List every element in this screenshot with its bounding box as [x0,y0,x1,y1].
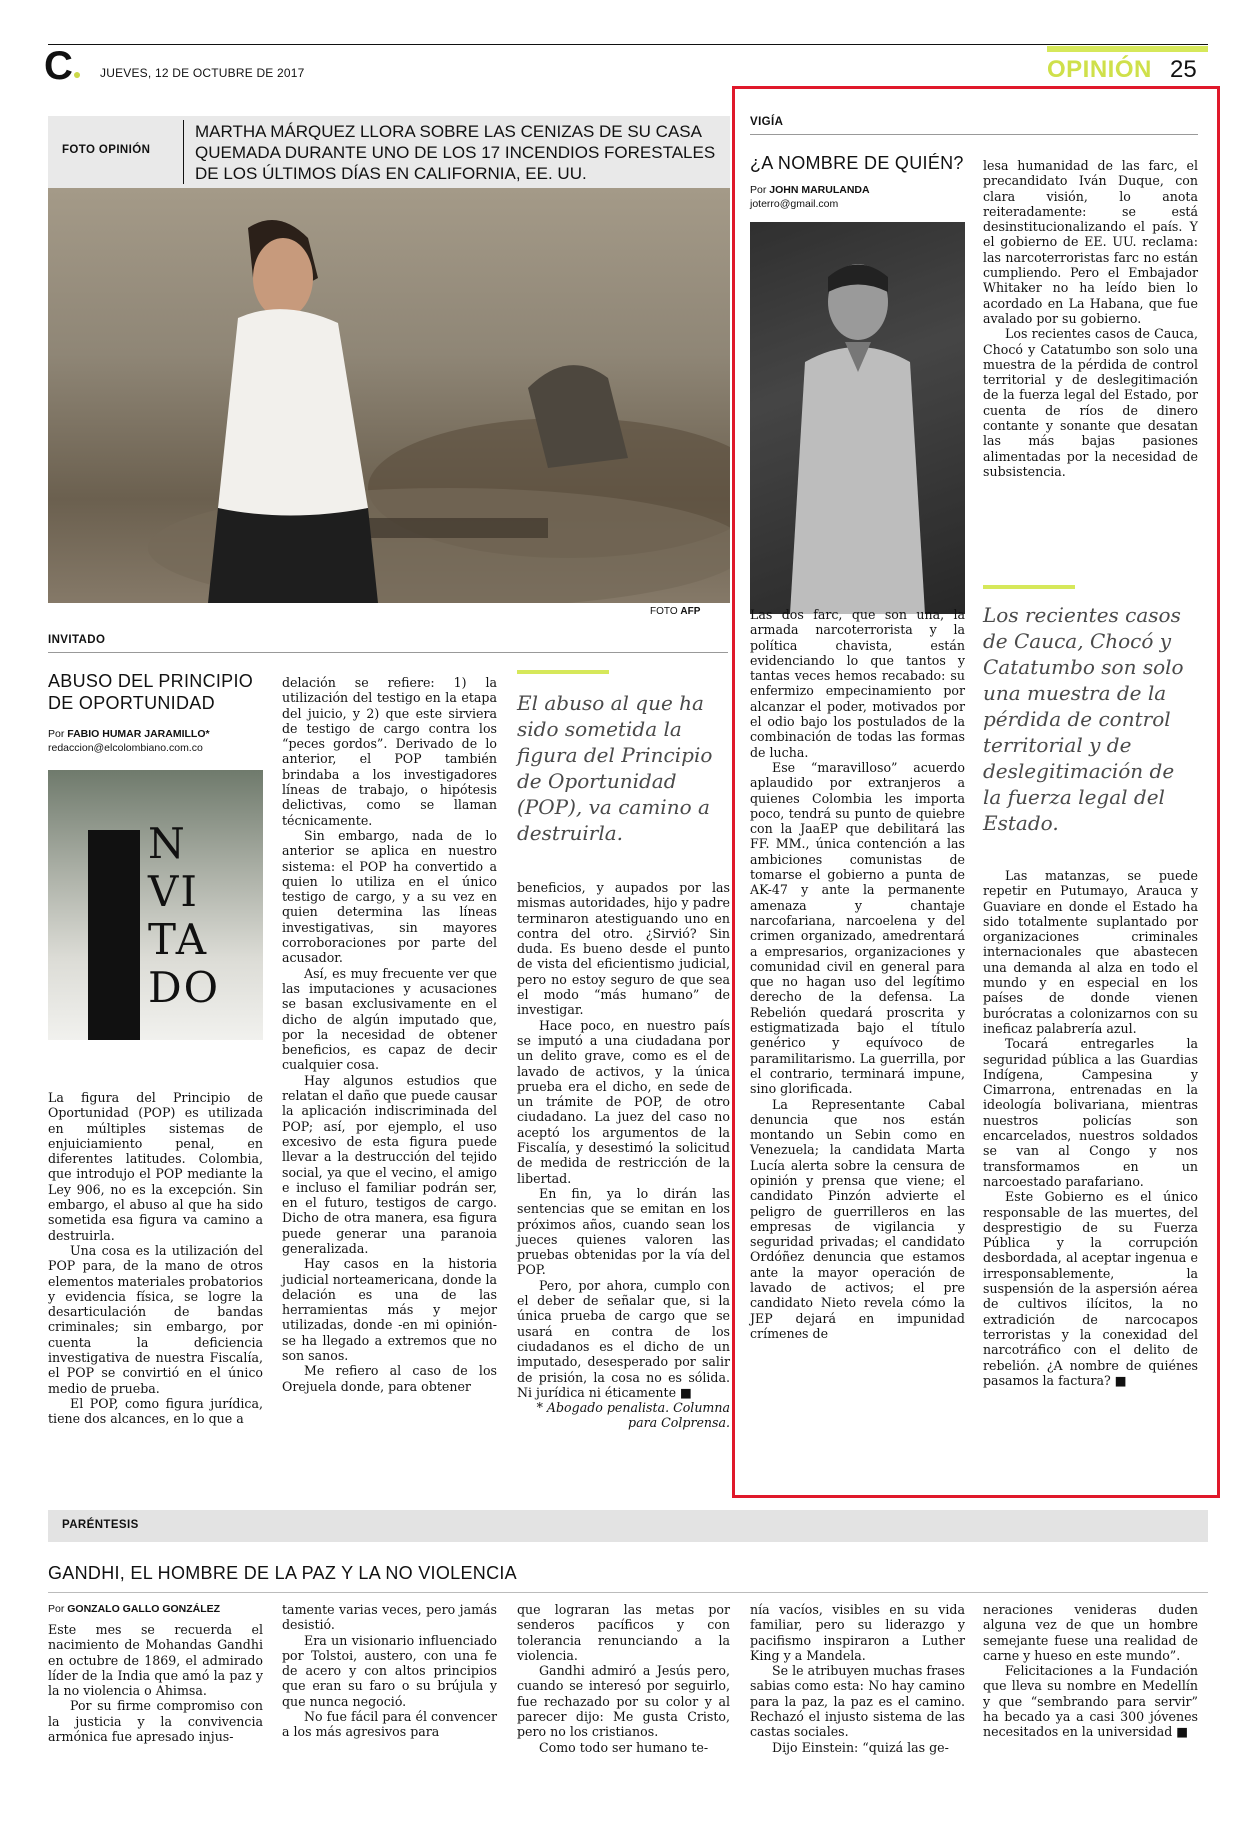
parentesis-col5 [983,1602,1198,1740]
parentesis-rule [48,1592,1208,1593]
paragraph: beneficios, y aupados por las mismas autoridades, hijo y padre terminaron atestiguando uno en contra del otro. ¿Sirvió? Sin duda. Es bueno desde el punto de vista del eficientismo judicial, pero no estoy seguro de que sea el modo “más humano” de investigar. [517,880,730,1018]
invitado-byline: Por FABIO HUMAR JARAMILLO* [48,728,210,740]
paragraph: Me refiero al caso de los Orejuela donde, para obtener [282,1363,497,1394]
vigia-pullquote: Los recientes casos de Cauca, Chocó y Catatumbo son solo una muestra de la pérdida de control territorial y de deslegitimación de la fuerza legal del Estado. [983,603,1184,835]
paragraph: delación se refiere: 1) la utilización del testigo en la etapa del juicio, y 2) que este sirviera de testigo de cargo contra los “peces gordos”. Derivado de lo anterior, el POP también brindaba a los investigadores líneas de trabajo, o hipótesis delictivas, como se llaman técnicamente. [282,675,497,828]
foto-opinion-header [48,116,730,188]
invitado-rule [48,652,728,653]
parentesis-byline: Por GONZALO GALLO GONZÁLEZ [48,1603,221,1615]
parentesis-header [48,1510,1208,1542]
page-number: 25 [1170,56,1197,83]
paragraph: Hace poco, en nuestro país se imputó a una ciudadana por un delito grave, como es el de lavado de activos, y la única prueba era el dicho, en sede de un trámite de POP, de otro ciudadano. La juez del caso no aceptó los argumentos de la Fiscalía, y desestimó la solicitud de medida de restricción de la libertad. [517,1017,730,1186]
paragraph: La Representante Cabal denuncia que nos están montando un Sebin como en Venezuela; la candidata Marta Lucía alerta sobre la censura de opinión y prensa que viene; el candidato Pinzón advierte el peligro de guerrilleros en las empresas de vigilancia y seguridad privadas; el candidato Ordóñez denuncia que estamos ante la mayor operación de lavado de activos; el pre candidato Nieto revela cómo la JEP dejará en impunidad crímenes de [750,1096,965,1341]
paragraph: La figura del Principio de Oportunidad (POP) es utilizada en múltiples sistemas de enjuiciamiento penal, en diferentes latitudes. Colombia, que introdujo el POP mediante la Ley 906, no es la excepción. Sin embargo, el abuso al que ha sido sometida esa figura va camino a destruirla. [48,1090,263,1243]
paragraph: Las dos farc, que son una, la armada narcoterrorista y la política chavista, están evidenciando lo que tantos y tantas veces hemos recabado: su enfermizo empecinamiento por alcanzar el poder, motivados por el odio bajo los postulados de la combinación de todas las formas de lucha. [750,607,965,760]
paragraph: Hay algunos estudios que relatan el daño que puede causar la aplicación indiscriminada del POP; así, por ejemplo, el uso excesivo de esta figura puede llevar a la destrucción del tejido social, ya que el vecino, el amigo e incluso el familiar podrán ser, en el futuro, testigos de cargo. Dicho de otra manera, esa figura puede generar una paranoia generalizada. [282,1072,497,1256]
fire-photo [48,188,730,603]
masthead-date: JUEVES, 12 DE OCTUBRE DE 2017 [100,66,305,80]
author-note: * Abogado penalista. Columna para Colprensa. [536,1400,730,1431]
vigia-title: ¿A NOMBRE DE QUIÉN? [750,153,964,173]
paragraph: Por su firme compromiso con la justicia y la convivencia armónica fue apresado injus- [48,1698,263,1745]
paragraph: nía vacíos, visibles en su vida familiar, pero su liderazgo y pacifismo inspiraron a Luther King y a Mandela. [750,1602,965,1663]
parentesis-title: GANDHI, EL HOMBRE DE LA PAZ Y LA NO VIOLENCIA [48,1563,517,1583]
invitado-col2 [282,675,497,1394]
paragraph: Felicitaciones a la Fundación que lleva su nombre en Medellín y que “sembrando para servir” ha becado ya a casi 300 jóvenes necesitados en la universidad ■ [983,1663,1198,1740]
invitado-col1 [48,1090,263,1427]
vigia-byline: Por JOHN MARULANDA [750,184,870,196]
parentesis-col1 [48,1622,263,1744]
header-rule [48,44,1208,45]
paragraph: Tocará entregarles la seguridad pública a las Guardias Indígena, Campesina y Cimarrona, entrenadas en la ideología bolivariana, mientras nuestros policías son encarcelados, nuestros soldados se van al Congo y nos transformamos en un narcoestado parafariano. [983,1036,1198,1189]
invitado-logo-letters: N VI TA DO [148,819,221,1012]
logo: C● [44,44,82,88]
vigia-section-label: VIGÍA [750,116,784,128]
paragraph: Era un visionario influenciado por Tolstoi, austero, con una fe de acero y con altos principios que eran su faro o su brújula y que nunca negoció. [282,1632,497,1709]
paragraph: En fin, ya lo dirán las sentencias que se emitan en los próximos años, cuando sean los jueces quienes valoren las pruebas obtenidas por la vía del POP. [517,1185,730,1278]
vigia-email[interactable]: joterro@gmail.com [750,198,839,210]
paragraph: Pero, por ahora, cumplo con el deber de señalar que, si la única prueba de cargo que se usará en contra de los ciudadanos es el dicho de un imputado, desesperado por salir de prisión, la cosa no es sólida. Ni jurídica ni éticamente ■ [517,1277,730,1400]
parentesis-col2 [282,1602,497,1740]
paragraph: tamente varias veces, pero jamás desistió. [282,1602,497,1633]
paragraph: Las matanzas, se puede repetir en Putumayo, Arauca y Guaviare en donde el Estado ha sido totalmente suplantado por organizaciones criminales internacionales que abastecen una demanda al alza en todo el mundo y en especial en los países de donde vienen burócratas a colonizarnos con su ineficaz palabrería azul. [983,868,1198,1036]
vigia-colB-bottom [983,868,1198,1388]
vigia-pullquote-bar [983,585,1075,589]
paragraph: El POP, como figura jurídica, tiene dos alcances, en lo que a [48,1395,263,1427]
invitado-col3 [517,880,730,1431]
photo-credit: FOTO AFP [650,606,701,617]
paragraph: Los recientes casos de Cauca, Chocó y Catatumbo son solo una muestra de la pérdida de control territorial y de deslegitimación de la fuerza legal del Estado, por cuenta de ríos de dinero contante y sonante que desatan las más bajas pasiones alimentadas por la necesidad de subsistencia. [983,326,1198,479]
foto-caption: MARTHA MÁRQUEZ LLORA SOBRE LAS CENIZAS DE SU CASA QUEMADA DURANTE UNO DE LOS 17 INCENDIOS FORESTALES DE LOS ÚLTIMOS DÍAS EN CALIFORNIA, EE. UU. [195,122,716,183]
paragraph: Como todo ser humano te- [539,1739,709,1755]
columnist-photo [750,222,965,614]
caption-divider [183,120,184,184]
invitado-email[interactable]: redaccion@elcolombiano.com.co [48,742,203,754]
invitado-pullquote: El abuso al que ha sido sometida la figura del Principio de Oportunidad (POP), va camino a destruirla. [517,691,713,845]
section-tab-bar [1047,46,1208,52]
foto-opinion-label: FOTO OPINIÓN [62,144,151,156]
vigia-colB-top [983,158,1198,479]
section-name: OPINIÓN [1047,56,1152,83]
vigia-rule [750,134,1198,135]
paragraph: Este Gobierno es el único responsable de las muertes, del desprestigio de su Fuerza Pública y la corrupción desbordada, al aceptar ingenua e irresponsablemente, la suspensión de la aspersión aérea de cultivos ilícitos, la no extradición de narcocapos terroristas y la conexidad del narcotráfico con el delito de rebelión. ¿A nombre de quiénes pasamos la factura? ■ [983,1189,1198,1388]
parentesis-col4 [750,1602,965,1755]
paragraph: Este mes se recuerda el nacimiento de Mohandas Gandhi en octubre de 1869, el admirado líder de la India que amó la paz y la no violencia o Ahimsa. [48,1622,263,1699]
vigia-colA [750,607,965,1341]
paragraph: Sin embargo, nada de lo anterior se aplica en nuestro sistema: el POP ha convertido a quien lo utiliza en el único testigo de cargo, y a su vez en quien determina las líneas investigativas, sin mayores corroboraciones por parte del acusador. [282,827,497,966]
paragraph: Hay casos en la historia judicial norteamericana, donde la delación es una de las herramientas más y mejor utilizadas, donde -en mi opinión- se ha llegado a extremos que no son sanos. [282,1256,497,1364]
parentesis-col3 [517,1602,730,1755]
invitado-logo [48,770,263,1040]
paragraph: Una cosa es la utilización del POP para, de la mano de otros elementos materiales probatorios y evidencia física, se logre la desarticulación de bandas criminales; sin embargo, por cuenta la deficiencia investigativa de nuestra Fiscalía, el POP se convirtió en el único medio de prueba. [48,1242,263,1396]
paragraph: Se le atribuyen muchas frases sabias como esta: No hay camino para la paz, la paz es el camino. Rechazó el injusto sistema de las castas sociales. [750,1663,965,1740]
paragraph: Ese “maravilloso” acuerdo aplaudido por extranjeros a quienes Colombia les importa poco, tendrá su punto de quiebre con la JaaEP que debilitará las FF. MM., única contención a las ambiciones comunistas de tomarse el gobierno a punta de AK-47 y ante la permanente amenaza y chantaje narcofariana, narcoelena y del crimen organizado, amedrentará a empresarios, organizaciones y comunidad civil en general para que no hagan uso del legítimo derecho de la defensa. La Rebelión quedará proscrita y estigmatizada bajo el título genérico y equívoco de paramilitarismo. La guerrilla, por el contrario, terminará impune, sino glorificada. [750,759,965,1097]
paragraph: neraciones venideras duden alguna vez de que un hombre semejante fuese una realidad de carne y hueso en este mundo”. [983,1602,1198,1663]
paragraph: Así, es muy frecuente ver que las imputaciones y acusaciones se basan exclusivamente en el dicho de algún imputado que, por la necesidad de obtener beneficios, es capaz de decir cualquier cosa. [282,965,497,1073]
paragraph: lesa humanidad de las farc, el precandidato Iván Duque, con clara visión, lo anota reiteradamente: se está desinstitucionalizando el país. Y el gobierno de EE. UU. reclama: las narcoterroristas farc no están cumpliendo. Pero el Embajador Whitaker no ha leído bien lo acordado en La Habana, que fue avalado por su gobierno. [983,158,1198,326]
parentesis-section-label: PARÉNTESIS [62,1519,139,1531]
invitado-section-label: INVITADO [48,634,106,646]
paragraph: que lograran las metas por senderos pacíficos y con tolerancia renunciando a la violencia. [517,1602,730,1663]
paragraph: Dijo Einstein: “quizá las ge- [772,1739,949,1755]
paragraph: No fue fácil para él convencer a los más agresivos para [282,1709,497,1740]
invitado-title: ABUSO DEL PRINCIPIO DE OPORTUNIDAD [48,671,254,713]
paragraph: Gandhi admiró a Jesús pero, cuando se interesó por seguirlo, fue rechazado por su color y al parecer dijo: Me gusta Cristo, pero no los cristianos. [517,1663,730,1740]
invitado-logo-I [88,830,140,1040]
invitado-pullquote-bar [517,670,609,674]
